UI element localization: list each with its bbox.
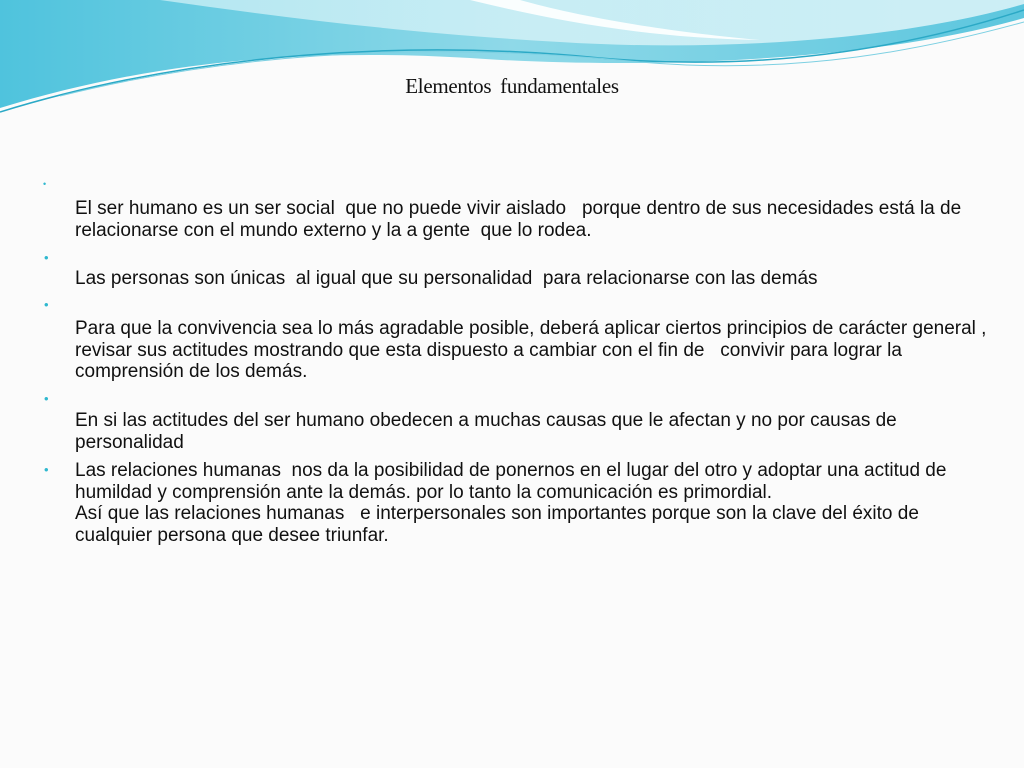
bullet-marker: •: [44, 250, 49, 265]
bullet-marker: •: [44, 462, 49, 477]
bullet-text: En si las actitudes del ser humano obedecen a muchas causas que le afectan y no por causas de personalidad: [75, 410, 903, 453]
bullet-marker: •: [44, 297, 49, 312]
slide-title: Elementos fundamentales: [405, 74, 619, 98]
bullet-text: Las personas son únicas al igual que su personalidad para relacionarse con las demás: [75, 268, 818, 289]
bullet-text: Para que la convivencia sea lo más agradable posible, deberá aplicar ciertos principios de carácter general , revisar sus actitudes mostrando que esta dispuesto a cambiar con el fin de convivir para lograr la comprensión de los demás.: [75, 318, 992, 382]
bullet-marker: •: [43, 179, 47, 189]
bullet-text: El ser humano es un ser social que no puede vivir aislado porque dentro de sus necesidades está la de relacionarse con el mundo externo y la a gente que lo rodea.: [75, 198, 967, 241]
bullet-text: Las relaciones humanas nos da la posibilidad de ponernos en el lugar del otro y adoptar una actitud de humildad y comprensión ante la demás. por lo tanto la comunicación es primordial. Así que las relaciones humanas e interpersonales son importantes porque son la clave del éxito de cualquier persona que desee triunfar.: [75, 460, 947, 546]
bullet-marker: •: [44, 391, 49, 406]
